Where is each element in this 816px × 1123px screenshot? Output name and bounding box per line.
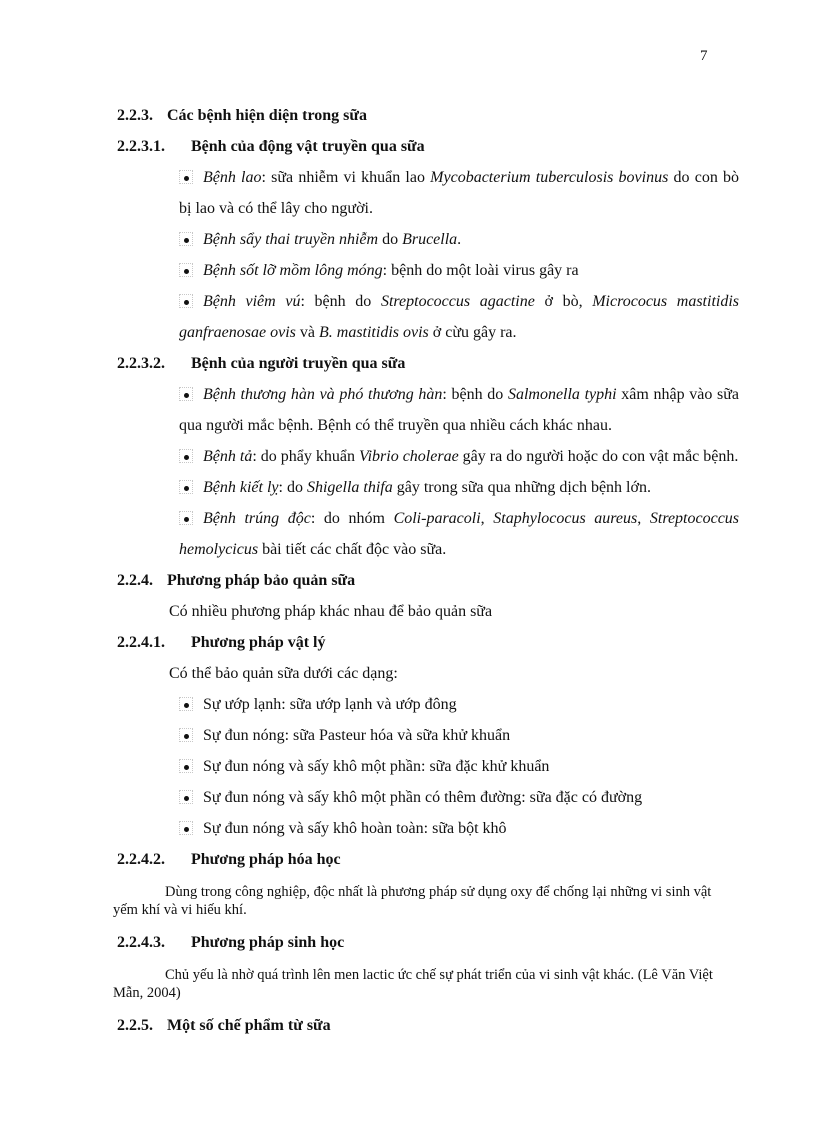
- heading-title: Phương pháp sinh học: [191, 934, 345, 951]
- bullet-icon: [179, 480, 193, 494]
- bullet-icon: [179, 263, 193, 277]
- list-item: Bệnh lao: sữa nhiễm vi khuẩn lao Mycobacterium tuberculosis bovinus do con bò bị lao và có thể lây cho người.: [179, 169, 740, 217]
- bullet-icon: [179, 790, 193, 804]
- list-item: Bệnh kiết lỵ: do Shigella thifa gây trong sữa qua những dịch bệnh lớn.: [117, 472, 739, 503]
- heading-title: Phương pháp vật lý: [191, 634, 326, 651]
- heading-2-2-5: [117, 1010, 739, 1041]
- page-content: [113, 100, 740, 1041]
- heading-title: Các bệnh hiện diện trong sữa: [167, 107, 368, 124]
- heading-title: Bệnh của người truyền qua sữa: [191, 355, 406, 372]
- heading-number: 2.2.4.3.: [117, 934, 165, 951]
- heading-number: 2.2.4.1.: [117, 634, 165, 651]
- bullet-icon: [179, 759, 193, 773]
- list-item: Bệnh viêm vú: bệnh do Streptococcus agactine ở bò, Micrococus mastitidis ganfraenosae ovis và B. mastitidis ovis ở cừu gây ra.: [179, 293, 740, 341]
- list-item: Sự đun nóng và sấy khô một phần: sữa đặc khử khuẩn: [117, 751, 739, 782]
- heading-2-2-4-3: [117, 927, 739, 958]
- intro-paragraph: Có nhiều phương pháp khác nhau để bảo quản sữa: [169, 603, 493, 620]
- heading-2-2-4-1: [117, 627, 739, 658]
- intro-paragraph: Có thể bảo quản sữa dưới các dạng:: [169, 665, 398, 682]
- list-item: Bệnh thương hàn và phó thương hàn: bệnh do Salmonella typhi xâm nhập vào sữa qua người mắc bệnh. Bệnh có thể truyền qua nhiều cách khác nhau.: [179, 386, 740, 434]
- heading-2-2-3-1: [117, 131, 739, 162]
- page-number: 7: [700, 48, 708, 64]
- list-item: Sự đun nóng và sấy khô một phần có thêm đường: sữa đặc có đường: [117, 782, 739, 813]
- bullet-icon: [179, 728, 193, 742]
- heading-number: 2.2.4.: [117, 572, 153, 589]
- list-item: Bệnh tả: do phẩy khuẩn Vibrio cholerae gây ra do người hoặc do con vật mắc bệnh.: [117, 441, 739, 472]
- heading-number: 2.2.4.2.: [117, 851, 165, 868]
- bullet-icon: [179, 232, 193, 246]
- heading-title: Bệnh của động vật truyền qua sữa: [191, 138, 425, 155]
- bullet-icon: [179, 387, 193, 401]
- list-item: Sự ướp lạnh: sữa ướp lạnh và ướp đông: [117, 689, 739, 720]
- heading-number: 2.2.5.: [117, 1017, 153, 1034]
- list-item: Sự đun nóng: sữa Pasteur hóa và sữa khử khuẩn: [117, 720, 739, 751]
- heading-title: Một số chế phẩm từ sữa: [167, 1017, 331, 1034]
- bullet-icon: [179, 294, 193, 308]
- body-paragraph: Dùng trong công nghiệp, độc nhất là phương pháp sử dụng oxy để chống lại những vi sinh vật yếm khí và vi hiếu khí.: [113, 884, 712, 918]
- bullet-icon: [179, 821, 193, 835]
- body-paragraph: Chủ yếu là nhờ quá trình lên men lactic ức chế sự phát triển của vi sinh vật khác. (Lê Văn Việt Mẫn, 2004): [113, 967, 713, 1001]
- heading-2-2-3: [117, 100, 739, 131]
- bullet-icon: [179, 511, 193, 525]
- heading-number: 2.2.3.2.: [117, 355, 165, 372]
- heading-2-2-4: [117, 565, 739, 596]
- list-item: Bệnh trúng độc: do nhóm Coli-paracoli, Staphylococus aureus, Streptococcus hemolycicus bài tiết các chất độc vào sữa.: [179, 510, 740, 558]
- heading-title: Phương pháp hóa học: [191, 851, 341, 868]
- heading-number: 2.2.3.: [117, 107, 153, 124]
- heading-2-2-4-2: [117, 844, 739, 875]
- list-item: Bệnh sẩy thai truyền nhiễm do Brucella.: [117, 224, 739, 255]
- bullet-icon: [179, 170, 193, 184]
- bullet-icon: [179, 449, 193, 463]
- list-item: Sự đun nóng và sấy khô hoàn toàn: sữa bột khô: [117, 813, 739, 844]
- heading-number: 2.2.3.1.: [117, 138, 165, 155]
- list-item: Bệnh sốt lỡ mồm lông móng: bệnh do một loài virus gây ra: [117, 255, 739, 286]
- heading-2-2-3-2: [117, 348, 739, 379]
- heading-title: Phương pháp bảo quản sữa: [167, 572, 356, 589]
- bullet-icon: [179, 697, 193, 711]
